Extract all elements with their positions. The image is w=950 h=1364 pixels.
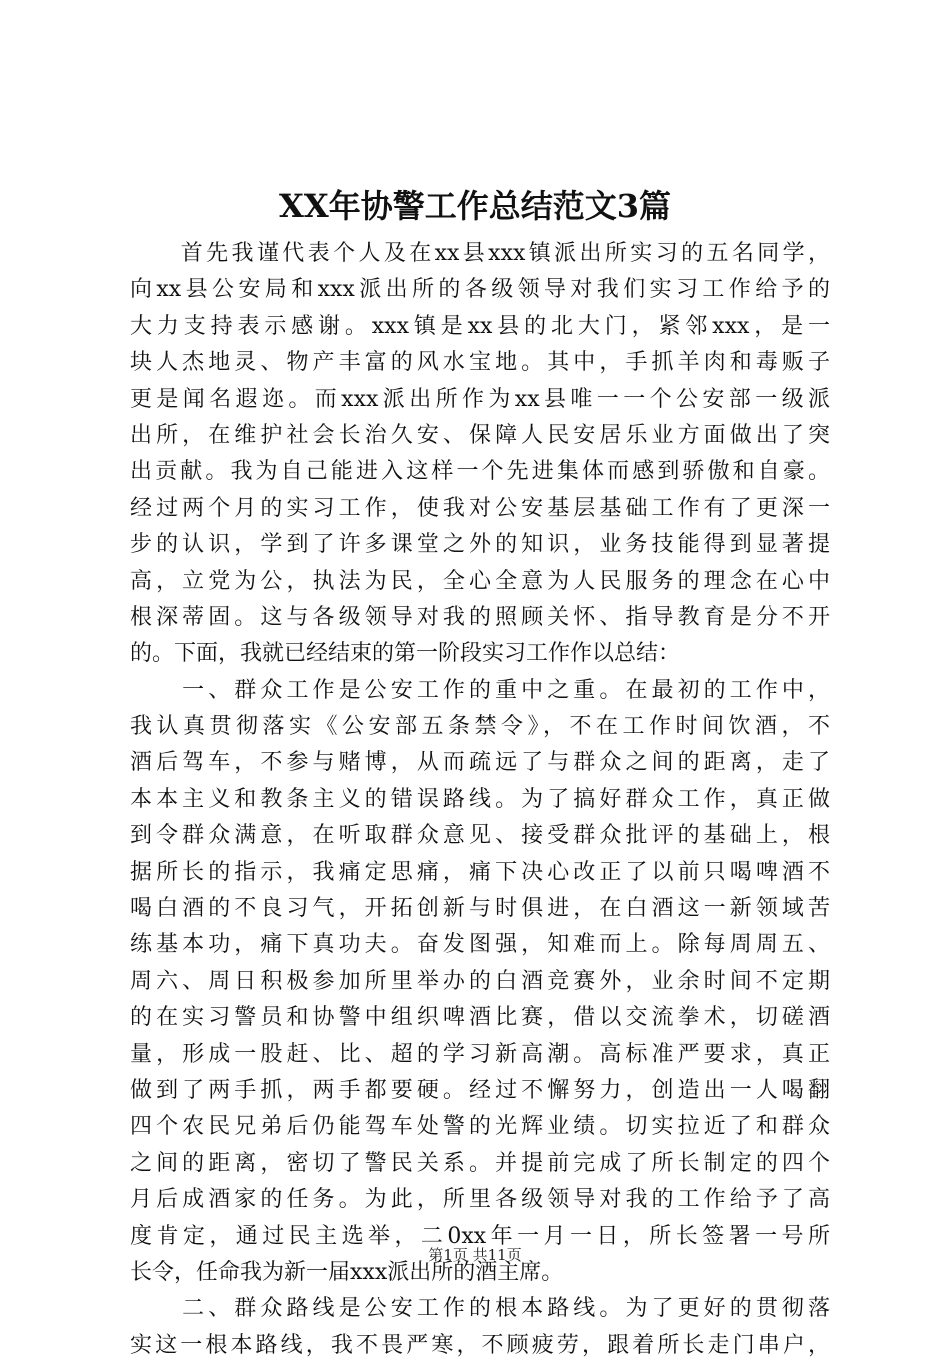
text-line: 四个农民兄弟后仍能驾车处警的光辉业绩。切实拉近了和群众 bbox=[130, 1114, 830, 1140]
text-line: 度肯定，通过民主选举，二0xx年一月一日，所长签署一号所 bbox=[130, 1223, 830, 1249]
text-line: 向xx县公安局和xxx派出所的各级领导对我们实习工作给予的 bbox=[130, 277, 830, 303]
text-line: 的在实习警员和协警中组织啤酒比赛，借以交流拳术，切磋酒 bbox=[130, 1005, 830, 1031]
text-line: 经过两个月的实习工作，使我对公安基层基础工作有了更深一 bbox=[130, 495, 830, 521]
text-line: 本本主义和教条主义的错误路线。为了搞好群众工作，真正做 bbox=[130, 786, 830, 812]
text-line: 二、群众路线是公安工作的根本路线。为了更好的贯彻落 bbox=[130, 1296, 830, 1322]
page-footer: 第1页 共11页 bbox=[428, 1246, 522, 1264]
document-body bbox=[130, 236, 830, 1364]
text-line: 喝白酒的不良习气，开拓创新与时俱进，在白酒这一新领域苦 bbox=[130, 896, 830, 922]
text-line: 更是闻名遐迩。而xxx派出所作为xx县唯一一个公安部一级派 bbox=[130, 386, 830, 412]
text-line: 大力支持表示感谢。xxx镇是xx县的北大门，紧邻xxx，是一 bbox=[130, 313, 830, 339]
text-line: 酒后驾车，不参与赌博，从而疏远了与群众之间的距离，走了 bbox=[130, 750, 830, 776]
text-line: 到令群众满意，在听取群众意见、接受群众批评的基础上，根 bbox=[130, 823, 830, 849]
text-line: 长令，任命我为新一届xxx派出所的酒主席。 bbox=[130, 1259, 564, 1285]
text-line: 练基本功，痛下真功夫。奋发图强，知难而上。除每周周五、 bbox=[130, 932, 830, 958]
text-line: 实这一根本路线，我不畏严寒，不顾疲劳，跟着所长走门串户， bbox=[130, 1332, 830, 1358]
text-line: 做到了两手抓，两手都要硬。经过不懈努力，创造出一人喝翻 bbox=[130, 1077, 830, 1103]
text-line: 出贡献。我为自己能进入这样一个先进集体而感到骄傲和自豪。 bbox=[130, 459, 830, 485]
text-line: 根深蒂固。这与各级领导对我的照顾关怀、指导教育是分不开 bbox=[130, 604, 830, 630]
text-line: 据所长的指示，我痛定思痛，痛下决心改正了以前只喝啤酒不 bbox=[130, 859, 830, 885]
text-line: 的。下面，我就已经结束的第一阶段实习工作作以总结： bbox=[130, 641, 681, 667]
text-line: 周六、周日积极参加所里举办的白酒竞赛外，业余时间不定期 bbox=[130, 968, 830, 994]
text-line: 高，立党为公，执法为民，全心全意为人民服务的理念在心中 bbox=[130, 568, 830, 594]
text-line: 出所，在维护社会长治久安、保障人民安居乐业方面做出了突 bbox=[130, 422, 830, 448]
text-line: 月后成酒家的任务。为此，所里各级领导对我的工作给予了高 bbox=[130, 1187, 830, 1213]
text-line: 步的认识，学到了许多课堂之外的知识，业务技能得到显著提 bbox=[130, 532, 830, 558]
text-line: 之间的距离，密切了警民关系。并提前完成了所长制定的四个 bbox=[130, 1150, 830, 1176]
text-line: 首先我谨代表个人及在xx县xxx镇派出所实习的五名同学， bbox=[130, 241, 830, 266]
text-line: 一、群众工作是公安工作的重中之重。在最初的工作中， bbox=[130, 677, 830, 703]
text-line: 量，形成一股赶、比、超的学习新高潮。高标准严要求，真正 bbox=[130, 1041, 830, 1067]
document-title: XX年协警工作总结范文3篇 bbox=[279, 187, 671, 225]
text-line: 我认真贯彻落实《公安部五条禁令》，不在工作时间饮酒，不 bbox=[130, 714, 830, 740]
text-line: 块人杰地灵、物产丰富的风水宝地。其中，手抓羊肉和毒贩子 bbox=[130, 350, 830, 376]
